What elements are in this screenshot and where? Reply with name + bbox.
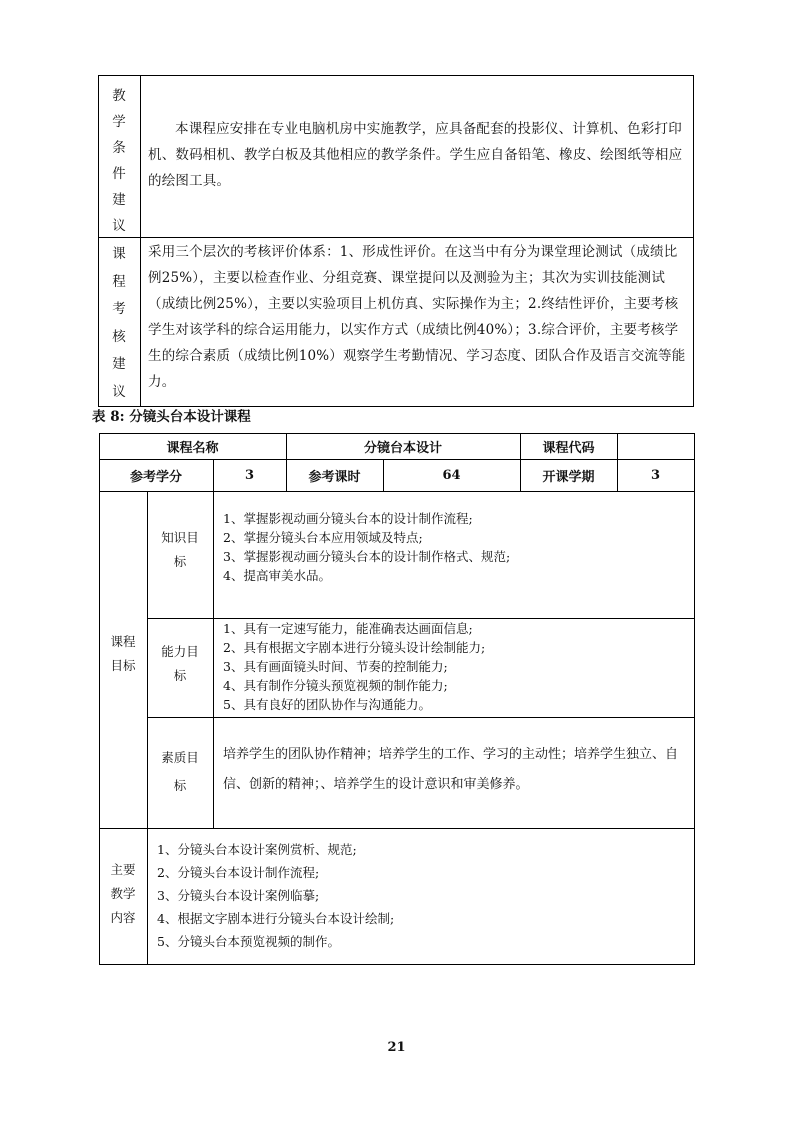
list-item: 1、分镜头台本设计案例赏析、规范; — [157, 842, 357, 857]
list-item: 2、分镜头台本设计制作流程; — [157, 865, 320, 880]
list-item: 3、分镜头台本设计案例临摹; — [157, 888, 320, 903]
course-name-value: 分镜台本设计 — [363, 440, 442, 456]
table-border — [99, 964, 695, 965]
credit-value: 3 — [244, 467, 255, 483]
table-divider — [99, 491, 695, 492]
table-divider — [98, 237, 694, 238]
list-item: 2、掌握分镜头台本应用领域及特点; — [223, 530, 423, 545]
table-caption: 表 8: 分镜头台本设计课程 — [92, 409, 251, 425]
credit-label: 参考学分 — [129, 469, 182, 485]
list-item: 3、掌握影视动画分镜头台本的设计制作格式、规范; — [223, 549, 511, 564]
hours-label: 参考课时 — [308, 469, 361, 485]
teaching-conditions-text: 本课程应安排在专业电脑机房中实施教学，应具备配套的投影仪、计算机、色彩打印机、数码相机、教学白板及其他相应的教学条件。学生应自备铅笔、橡皮、绘图纸等相应的绘图工具。 — [148, 121, 683, 189]
teaching-content-label: 主要 教学 内容 — [110, 862, 136, 925]
teaching-content-list — [157, 838, 687, 953]
course-code-label: 课程代码 — [542, 440, 595, 456]
list-item: 4、具有制作分镜头预览视频的制作能力; — [223, 678, 448, 693]
page-number: 21 — [387, 1040, 406, 1055]
ability-objectives-label: 能力目 标 — [161, 644, 199, 683]
list-item: 2、具有根据文字剧本进行分镜头设计绘制能力; — [223, 640, 486, 655]
quality-objectives-label: 素质目 标 — [161, 750, 199, 793]
objectives-label: 课程 目标 — [110, 634, 136, 673]
list-item: 3、具有画面镜头时间、节奏的控制能力; — [223, 659, 448, 674]
hours-value: 64 — [442, 467, 461, 483]
ability-objectives-list — [223, 619, 689, 714]
list-item: 4、根据文字剧本进行分镜头台本设计绘制; — [157, 911, 395, 926]
teaching-conditions-label: 教 学 条 件 建 议 — [112, 88, 126, 234]
table-border — [98, 75, 694, 76]
course-code-value — [617, 433, 694, 459]
table-divider — [213, 491, 214, 828]
table-border — [694, 433, 695, 965]
table-divider — [140, 75, 141, 407]
assessment-text: 采用三个层次的考核评价体系：1、形成性评价。在这当中有分为课堂理论测试（成绩比例25%），主要以检查作业、分组竞赛、课堂提问以及测验为主；其次为实训技能测试（成绩比例25%），主要以实验项目上机仿真、实际操作为主；2.终结性评价，主要考核学生对该学科的综合运用能力，以实作方式（成绩比例40%）；3.综合评价，主要考核学生的综合素质（成绩比例10%）观察学生考勤情况、学习态度、团队合作及语言交流等能力。 — [148, 244, 686, 390]
table-border — [693, 75, 694, 407]
table-divider — [99, 828, 695, 829]
knowledge-objectives-list — [223, 509, 689, 585]
list-item: 5、分镜头台本预览视频的制作。 — [157, 934, 340, 949]
list-item: 5、具有良好的团队协作与沟通能力。 — [223, 697, 431, 712]
assessment-label: 课 程 考 核 建 议 — [112, 246, 126, 400]
semester-value: 3 — [650, 467, 661, 483]
course-name-label: 课程名称 — [166, 440, 219, 456]
list-item: 1、掌握影视动画分镜头台本的设计制作流程; — [223, 511, 473, 526]
quality-objectives-text: 培养学生的团队协作精神；培养学生的工作、学习的主动性；培养学生独立、自信、创新的精神；、培养学生的设计意识和审美修养。 — [223, 747, 679, 792]
table-divider — [147, 717, 695, 718]
knowledge-objectives-label: 知识目 标 — [161, 530, 199, 569]
semester-label: 开课学期 — [542, 469, 595, 485]
list-item: 4、提高审美水品。 — [223, 568, 331, 583]
list-item: 1、具有一定速写能力，能准确表达画面信息; — [223, 621, 473, 636]
